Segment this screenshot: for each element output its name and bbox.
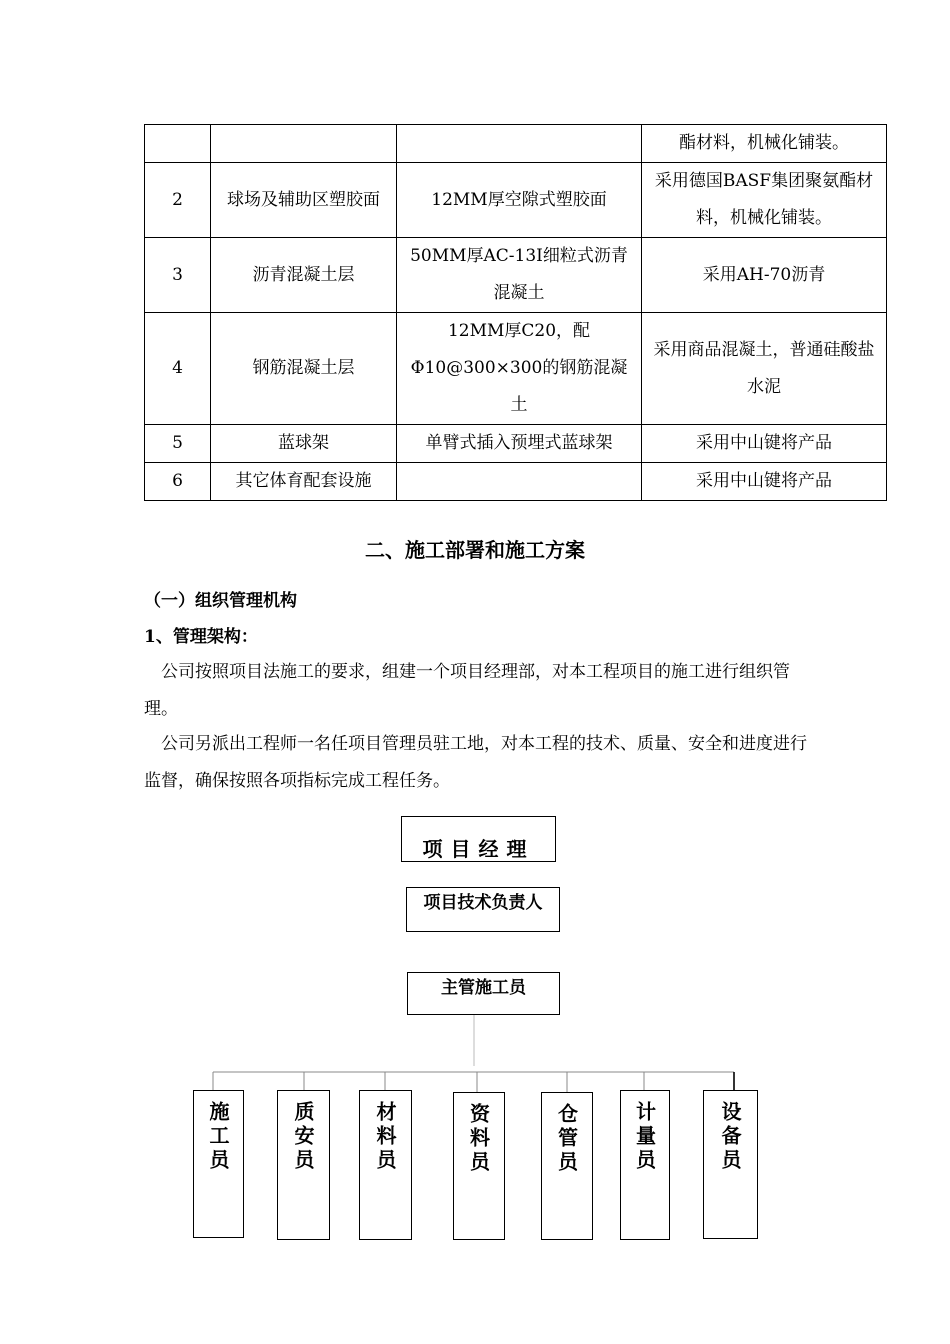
- subsection-title: （一）组织管理机构: [144, 591, 297, 611]
- cell-item: 蓝球架: [211, 425, 397, 463]
- cell-note: 采用中山键将产品: [642, 425, 887, 463]
- cell-item: 沥青混凝土层: [211, 238, 397, 313]
- staff-box: [193, 1090, 244, 1238]
- staff-box: [359, 1090, 412, 1240]
- staff-label: 施工员: [206, 1101, 230, 1173]
- staff-box: [453, 1092, 505, 1240]
- cell-no: 4: [145, 313, 211, 425]
- cell-item: 球场及辅助区塑胶面: [211, 163, 397, 238]
- staff-box: [541, 1092, 593, 1240]
- cell-no: 6: [145, 463, 211, 501]
- cell-note: 采用中山键将产品: [642, 463, 887, 501]
- cell-item: 其它体育配套设施: [211, 463, 397, 501]
- subsection-heading: 1、管理架构：: [144, 627, 258, 647]
- project-manager-box: 项目经理: [401, 816, 556, 862]
- staff-label: 质安员: [291, 1101, 315, 1173]
- cell-spec: 12MM厚C20，配Φ10@300×300的钢筋混凝土: [397, 313, 642, 425]
- cell-no: 2: [145, 163, 211, 238]
- staff-label: 资料员: [466, 1103, 491, 1175]
- staff-box: [620, 1090, 670, 1240]
- staff-label: 设备员: [718, 1101, 742, 1173]
- cell-spec: 单臂式插入预埋式蓝球架: [397, 425, 642, 463]
- cell-item: 钢筋混凝土层: [211, 313, 397, 425]
- section-title: 二、施工部署和施工方案: [365, 538, 585, 562]
- paragraph-1: 公司按照项目法施工的要求，组建一个项目经理部，对本工程项目的施工进行组织管理。: [144, 662, 790, 719]
- cell-spec: 12MM厚空隙式塑胶面: [397, 163, 642, 238]
- paragraph-2: 公司另派出工程师一名任项目管理员驻工地，对本工程的技术、质量、安全和进度进行监督，确保按照各项指标完成工程任务。: [144, 734, 807, 791]
- main-constructor-box: 主管施工员: [407, 972, 560, 1015]
- staff-box: [703, 1090, 758, 1239]
- cell-no: 5: [145, 425, 211, 463]
- cell-spec: 50MM厚AC-13I细粒式沥青混凝土: [397, 238, 642, 313]
- staff-label: 计量员: [632, 1101, 657, 1173]
- staff-box: [277, 1090, 330, 1240]
- cell-note: 酯材料，机械化铺装。: [642, 125, 887, 163]
- cell-note: 采用商品混凝土，普通硅酸盐水泥: [642, 313, 887, 425]
- staff-label: 仓管员: [554, 1103, 579, 1175]
- cell-note: 采用AH-70沥青: [642, 238, 887, 313]
- cell-note: 采用德国BASF集团聚氨酯材料，机械化铺装。: [642, 163, 887, 238]
- cell-no: 3: [145, 238, 211, 313]
- staff-label: 材料员: [373, 1101, 397, 1173]
- tech-lead-box: 项目技术负责人: [406, 887, 560, 932]
